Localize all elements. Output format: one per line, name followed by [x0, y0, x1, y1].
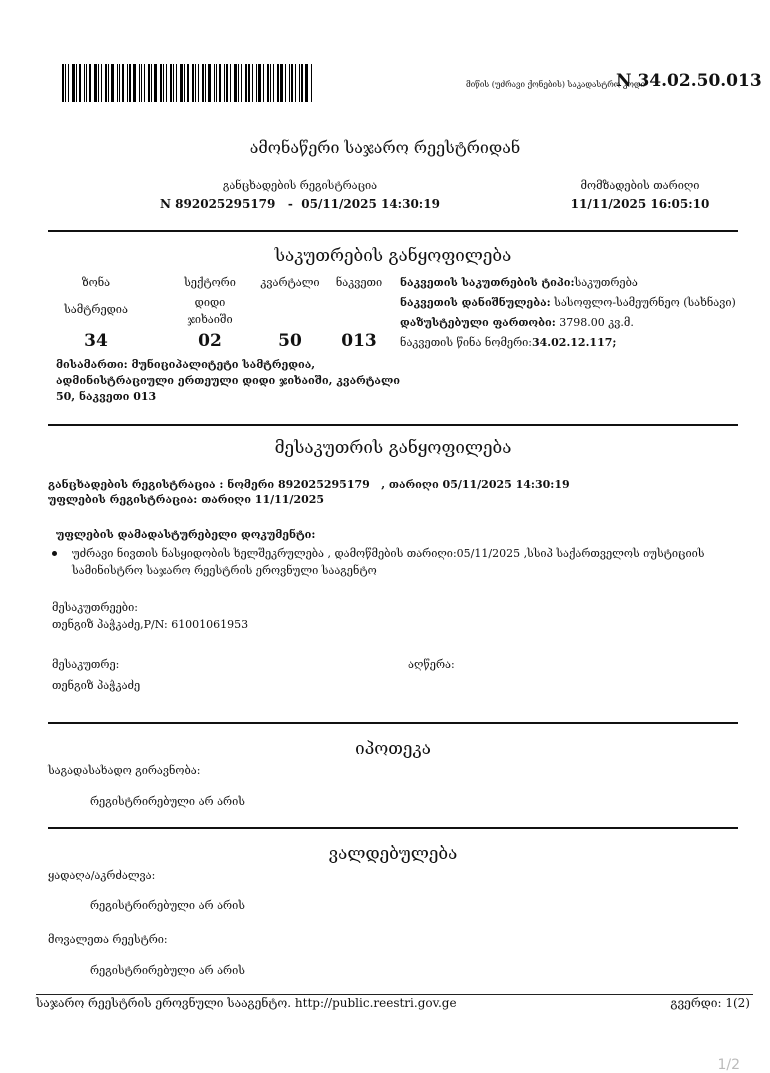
ownership-type-label: ნაკვეთის საკუთრების ტიპი: [400, 276, 575, 289]
owner-registration-line: განცხადების რეგისტრაცია : ნომერი 892025295179 , თარიღი 05/11/2025 14:30:19 [48, 478, 570, 491]
section-divider [48, 722, 738, 724]
zone-name: სამტრედია [64, 303, 128, 316]
application-label: განცხადების რეგისტრაცია [222, 179, 378, 192]
owner-section-heading: მესაკუთრის განყოფილება [274, 438, 512, 458]
parcel-code: 013 [341, 331, 377, 351]
section-divider [48, 424, 738, 426]
barcode [62, 64, 324, 102]
seizure-value: რეგისტრირებული არ არის [90, 899, 245, 912]
prev-number-label: ნაკვეთის წინა ნომერი: [400, 336, 532, 349]
prep-date-label: მომზადების თარიღი [580, 179, 700, 192]
quarter-label: კვარტალი [260, 276, 320, 289]
parcel-label: ნაკვეთი [335, 276, 383, 289]
prev-number-row [400, 336, 616, 349]
area-label: დაზუსტებული ფართობი: [400, 316, 556, 329]
tax-lien-label: საგადასახადო გირავნობა: [48, 764, 201, 777]
area-value: 3798.00 კვ.მ. [559, 316, 634, 329]
sector-name-line1: დიდი [194, 296, 226, 309]
owners-value: თენგიზ პაჭკაძე,P/N: 61001061953 [52, 618, 249, 631]
document-title: ამონაწერი საჯარო რეესტრიდან [249, 138, 521, 157]
footer-rule [36, 994, 753, 995]
description-label: აღწერა: [408, 658, 455, 671]
document-line-2: სამინისტრო საჯარო რეესტრის ეროვნული სააგენტო [72, 564, 377, 577]
debtor-registry-label: მოვალეთა რეესტრი: [48, 933, 168, 946]
cadastral-code: N 34.02.50.013 [616, 71, 762, 91]
footer-agency: საჯარო რეესტრის ეროვნული სააგენტო. http://public.reestri.gov.ge [36, 996, 457, 1010]
page-indicator: 1/2 [717, 1057, 740, 1073]
purpose-value: სასოფლო-სამეურნეო (სახნავი) [554, 296, 736, 309]
seizure-label: ყადაღა/აკრძალვა: [48, 869, 156, 882]
ownership-type-row [400, 276, 638, 289]
cadastral-code-label: მიწის (უძრავი ქონების) საკადასტრო კოდი [466, 80, 646, 89]
prev-number-value: 34.02.12.117; [532, 336, 617, 349]
owner-label: მესაკუთრე: [52, 658, 120, 671]
property-section-heading: საკუთრების განყოფილება [274, 246, 512, 266]
sector-name-line2: ჯიხაიში [187, 313, 233, 326]
document-line-1: უძრავი ნივთის ნასყიდობის ხელშეკრულება , დამოწმების თარიღი:05/11/2025 ,სსიპ საქართველოს იუსტიციის [72, 547, 705, 560]
purpose-row [400, 296, 736, 309]
right-registration-line: უფლების რეგისტრაცია: თარიღი 11/11/2025 [48, 493, 325, 506]
tax-lien-value: რეგისტრირებული არ არის [90, 795, 245, 808]
address-line-1: მისამართი: მუნიციპალიტეტი სამტრედია, [56, 358, 316, 371]
sector-code: 02 [198, 331, 222, 351]
owner-value: თენგიზ პაჭკაძე [52, 679, 141, 692]
sector-label: სექტორი [184, 276, 236, 289]
bullet-icon [52, 551, 57, 556]
zone-code: 34 [84, 331, 108, 351]
section-divider [48, 827, 738, 829]
obligation-section-heading: ვალდებულება [328, 844, 458, 864]
section-divider [48, 230, 738, 232]
debtor-registry-value: რეგისტრირებული არ არის [90, 964, 245, 977]
application-value: N 892025295179 - 05/11/2025 14:30:19 [160, 197, 440, 211]
address-line-3: 50, ნაკვეთი 013 [56, 390, 157, 403]
mortgage-section-heading: იპოთეკა [355, 739, 431, 759]
document-label: უფლების დამადასტურებელი დოკუმენტი: [56, 528, 316, 541]
page-number: გვერდი: 1(2) [670, 996, 750, 1010]
address-line-2: ადმინისტრაციული ერთეული დიდი ჯიხაიში, კვარტალი [56, 374, 401, 387]
prep-date-value: 11/11/2025 16:05:10 [570, 197, 710, 211]
ownership-type-value: საკუთრება [574, 276, 638, 289]
zone-label: ზონა [81, 276, 111, 289]
quarter-code: 50 [278, 331, 302, 351]
area-row [400, 316, 634, 329]
purpose-label: ნაკვეთის დანიშნულება: [400, 296, 551, 309]
owners-label: მესაკუთრეები: [52, 601, 138, 614]
